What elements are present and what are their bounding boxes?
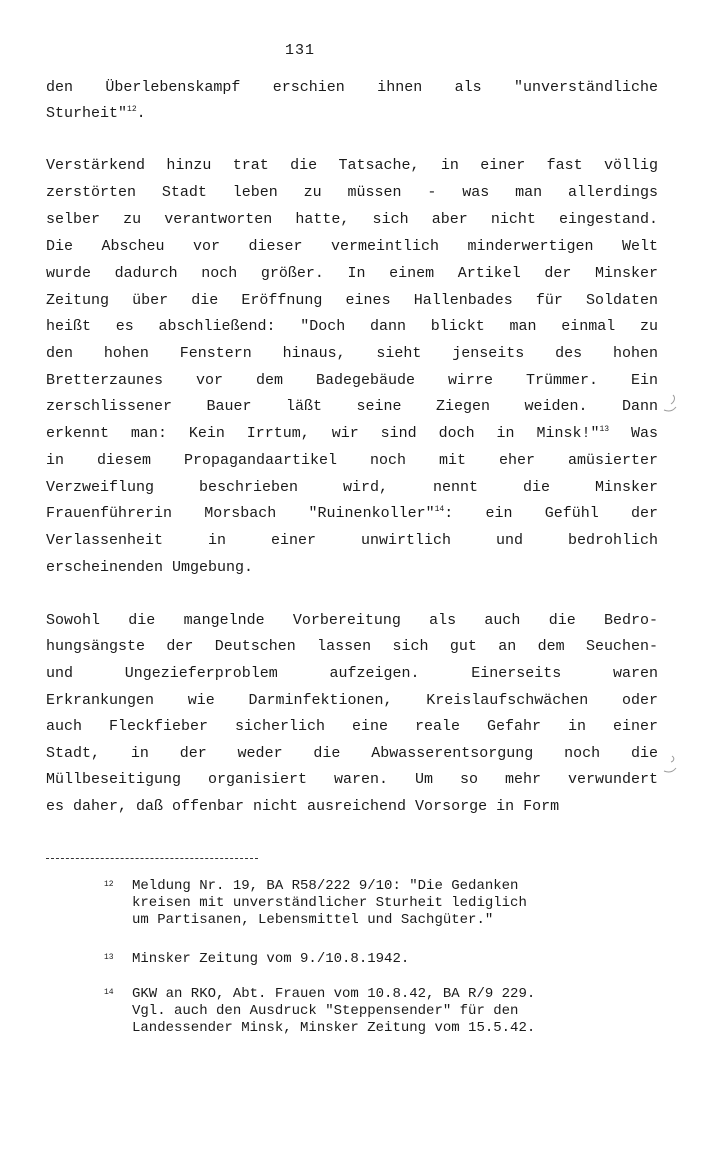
text-fragment: Was — [609, 425, 658, 442]
text-line: Bretterzaunes vor dem Badegebäude wirre Trümmer. Ein — [46, 372, 658, 389]
text-line: Sowohl die mangelnde Vorbereitung als auch die Bedro- — [46, 612, 658, 629]
text-fragment: Sturheit" — [46, 105, 128, 122]
text-line — [46, 425, 658, 443]
text-line — [46, 505, 658, 523]
text-line: wurde dadurch noch größer. In einem Artikel der Minsker — [46, 265, 658, 282]
text-fragment: . — [136, 105, 146, 122]
footnote-ref-14: 14 — [434, 505, 445, 514]
footnote-separator — [46, 858, 258, 859]
margin-mark-icon — [663, 394, 677, 416]
text-line: heißt es abschließend: "Doch dann blickt man einmal zu — [46, 318, 658, 335]
footnote-marker: 14 — [104, 988, 114, 997]
text-line — [46, 105, 658, 123]
text-fragment: Frauenführerin Morsbach "Ruinenkoller" — [46, 505, 435, 522]
text-line: Verzweiflung beschrieben wird, nennt die Minsker — [46, 479, 658, 496]
text-line: Verstärkend hinzu trat die Tatsache, in einer fast völlig — [46, 157, 658, 174]
page-number: 131 — [284, 42, 315, 59]
text-line: in diesem Propagandaartikel noch mit eher amüsierter — [46, 452, 658, 469]
footnote-marker: 12 — [104, 880, 114, 889]
footnote-ref-13: 13 — [599, 425, 610, 434]
footnote-line: kreisen mit unverständlicher Sturheit lediglich — [132, 895, 527, 911]
text-line: zerschlissener Bauer läßt seine Ziegen weiden. Dann — [46, 398, 658, 415]
footnote-line: GKW an RKO, Abt. Frauen vom 10.8.42, BA R/9 229. — [132, 986, 536, 1002]
text-line: Erkrankungen wie Darminfektionen, Kreislaufschwächen oder — [46, 692, 658, 709]
footnote-line: Meldung Nr. 19, BA R58/222 9/10: "Die Gedanken — [132, 878, 519, 894]
text-line: zerstörten Stadt leben zu müssen - was man allerdings — [46, 184, 658, 201]
footnote-line: Vgl. auch den Ausdruck "Steppensender" für den — [132, 1003, 519, 1019]
text-line: Müllbeseitigung organisiert waren. Um so mehr verwundert — [46, 771, 658, 788]
footnote-line: Minsker Zeitung vom 9./10.8.1942. — [132, 951, 410, 967]
footnote-line: um Partisanen, Lebensmittel und Sachgüter." — [132, 912, 494, 928]
footnote-ref-12: 12 — [127, 105, 137, 114]
text-fragment: : ein Gefühl der — [444, 505, 658, 522]
text-line: es daher, daß offenbar nicht ausreichend Vorsorge in Form — [46, 798, 560, 815]
text-line: Zeitung über die Eröffnung eines Hallenbades für Soldaten — [46, 292, 658, 309]
text-line: Stadt, in der weder die Abwasserentsorgung noch die — [46, 745, 658, 762]
margin-mark-icon — [663, 755, 677, 777]
text-line: auch Fleckfieber sicherlich eine reale Gefahr in einer — [46, 718, 658, 735]
text-line: selber zu verantworten hatte, sich aber nicht eingestand. — [46, 211, 658, 228]
text-line: Verlassenheit in einer unwirtlich und bedrohlich — [46, 532, 658, 549]
text-line: erscheinenden Umgebung. — [46, 559, 254, 576]
footnote-line: Landessender Minsk, Minsker Zeitung vom 15.5.42. — [132, 1020, 536, 1036]
text-line: den Überlebenskampf erschien ihnen als "unverständliche — [46, 79, 658, 96]
text-line: und Ungezieferproblem aufzeigen. Einerseits waren — [46, 665, 658, 682]
text-line: hungsängste der Deutschen lassen sich gut an dem Seuchen- — [46, 638, 658, 655]
footnote-marker: 13 — [104, 953, 114, 962]
text-line: Die Abscheu vor dieser vermeintlich minderwertigen Welt — [46, 238, 658, 255]
text-fragment: erkennt man: Kein Irrtum, wir sind doch in Minsk!" — [46, 425, 600, 442]
text-line: den hohen Fenstern hinaus, sieht jenseits des hohen — [46, 345, 658, 362]
